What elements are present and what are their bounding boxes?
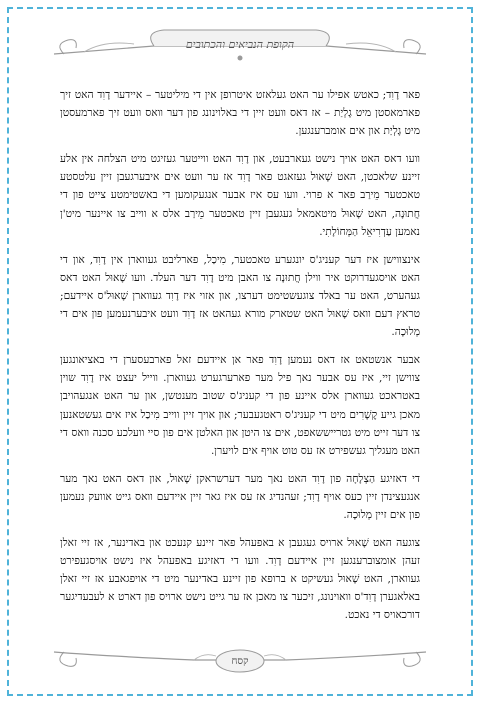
header-ornament bbox=[44, 24, 436, 64]
paragraph: די דאזיגע הַצְלָחָה פון דָוִד האט נאך מער דערשראקן שָׁאוּל, און דאס האט נאך מער אנגעצינדן זיין כעס אויף דָוִד; זעהנדיג אז עס איז גאר זיין איידעם וואס גייט אוועק נעמען פון אים זיין מְלוּכָה. bbox=[60, 472, 421, 521]
page-number: קסח bbox=[231, 655, 249, 667]
running-header-title: הקופת הנביאים והכתובים bbox=[185, 37, 295, 51]
paragraph: צוגעה האט שָׁאוּל ארויס געגעבן א באפעהל פאר זיינע קנעכט און באדינער, אז זיי זאלן זעהן אומצוברענגען זיין איידעם דָוִד. וועו די דאזיגע באפעהל איז נישט אויסגעפירט געווארן, האט שָׁאוּל געשיקט א ברופא פון זיינע באדינער מיט די אויפגאבע אז זיי זאלן באלאגערן דָוִד'ס וואוינונג, זיכער צו מאכן אז ער גייט נישט ארויס פון דארט א לעבעדיגער דורכאויס די נאכט. bbox=[60, 537, 420, 622]
paragraph: פאר דָוִד; כאטש אפילו ער האט געלאזט איטרופן אין די מיליטער – איידער דָוִד האט זיך פארמאסטן מיט גָלְיַת – אז דאס וועט זיין די באלוינונג פון דער וואס וועט זיך פארמעסטן מיט גָלְיַת און אים אומברענגען. bbox=[60, 89, 420, 138]
paragraph: אבער אנשטאט אז דאס נעמען דָוִד פאר אן איידעם זאל פארבעסערן די באציאונגען צווישן זיי, איז עס אבער נאך פיל מער פארערגערט געווארן. ווייל יעצט איז דָוִד שוין באטראכט געווארן אלס איינע פון די קעניג'ס שטוב מענטשן, און ער האט אנגעהויבן מאכן גייע קֶשָׁרִים מיט די קעניג'ס ראטגעבער; און אויך זיין ווייב מִיכַל איז אים געשטאנען צו דער זייט מיט גטרייששאפט, אים צו היטן און האלטן אים פון סיי וועלכע סכנה וואס די האט מעגליך געשפירט אז עס טוט אויף אים לויערן. bbox=[60, 354, 420, 457]
paragraph: אינצווישן איז דער קעניג'ס יונגערע טאכטער, מִיכַל, פארליבט געווארן אין דָוִד, און די האט אויסגעדרוקט איר ווילן חֲתוּנָה צו האבן מיט דָוִד דער העלד. וועו שָׁאוּל האט דאס געהערט, האט ער באלד צוגעשטימט דערצו, און אזוי איז דָוִד געווארן שָׁאוּל'ס איידעם; טראץ דעם וואס שָׁאוּל האט שטארק מורא געהאט אז דָוִד וועט איבערנעמען פון אים די מְלוּכָה. bbox=[60, 253, 420, 339]
paragraph: וועו דאס האט אויך נישט געארבעט, און דָוִד האט ווייטער געזיגט מיט הצלחה אין אלע זיינע שלאכטן, האט שָׁאוּל געזאגט פאר דָוִד אז ער וועט אים איבערגעבן זיין עלטסטע טאכטער מֵירַב פאר א פרוי. וועו עס איז אבער אנגעקומען די באשטימטע צייט פון די חֲתוּנָה, האט שָׁאוּל מיטאמאל געגעבן זיין טאכטער מֵירַב אלס א ווייב צו איינער מיט'ן נאמען עַדְרִיאֵל הַמְּחוֹלָתִי. bbox=[60, 153, 420, 238]
footer-ornament bbox=[44, 644, 436, 678]
document-body bbox=[60, 86, 420, 635]
